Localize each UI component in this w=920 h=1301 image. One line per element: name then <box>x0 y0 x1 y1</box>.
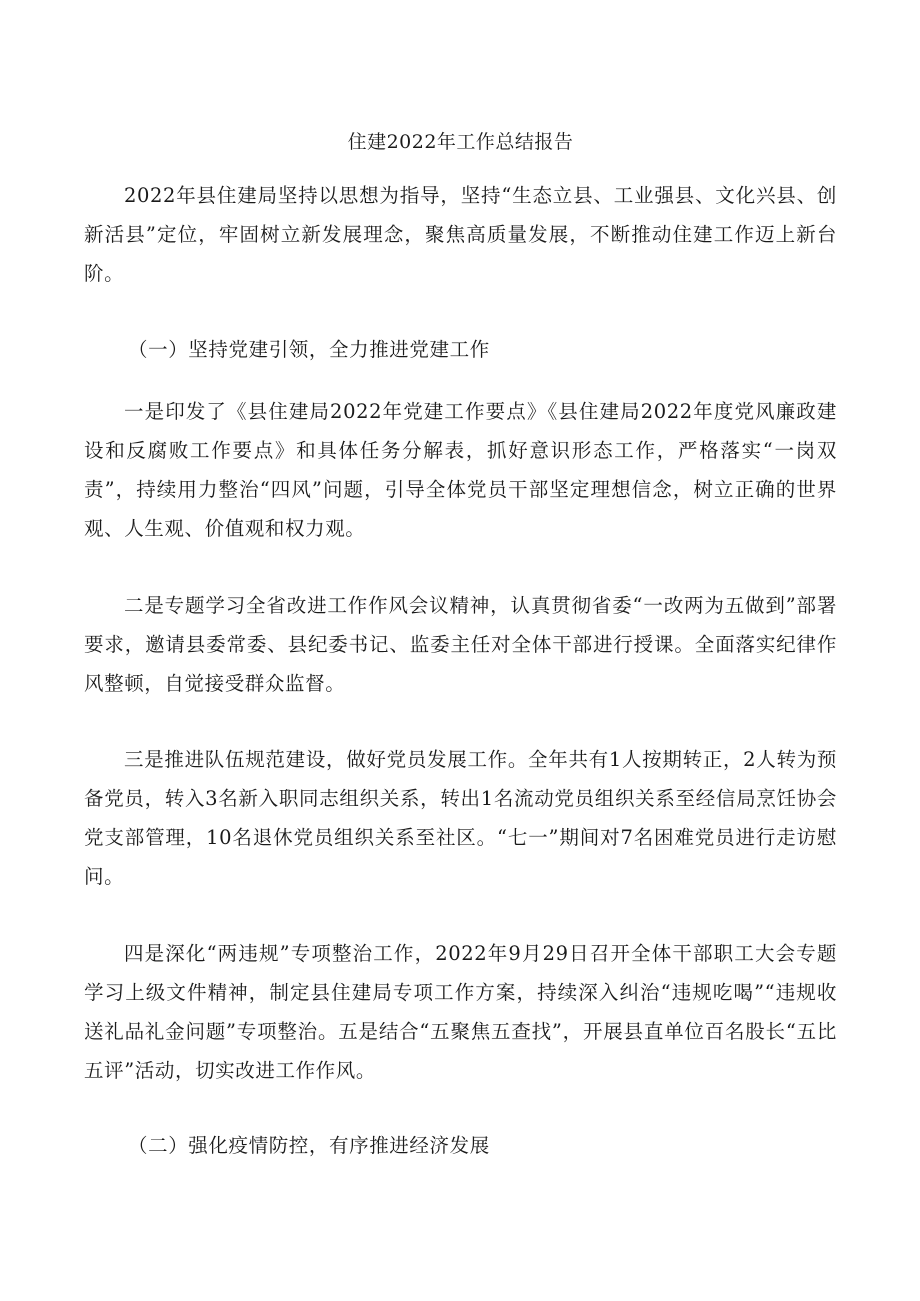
paragraph-3: 三是推进队伍规范建设，做好党员发展工作。全年共有1人按期转正，2人转为预备党员，转入3名新入职同志组织关系，转出1名流动党员组织关系至经信局烹饪协会党支部管理，10名退休党员组织关系至社区。“七一”期间对7名困难党员进行走访慰问。 <box>84 748 837 888</box>
section-heading-1: （一）坚持党建引领，全力推进党建工作 <box>128 338 490 361</box>
document-title: 住建2022年工作总结报告 <box>347 131 574 153</box>
paragraph-1: 一是印发了《县住建局2022年党建工作要点》《县住建局2022年度党风廉政建设和反腐败工作要点》和具体任务分解表，抓好意识形态工作，严格落实“一岗双责”，持续用力整治“四风”问题，引导全体党员干部坚定理想信念，树立正确的世界观、人生观、价值观和权力观。 <box>84 400 837 540</box>
paragraph-2: 二是专题学习全省改进工作作风会议精神，认真贯彻省委“一改两为五做到”部署要求，邀请县委常委、县纪委书记、监委主任对全体干部进行授课。全面落实纪律作风整顿，自觉接受群众监督。 <box>84 594 837 695</box>
section-heading-2: （二）强化疫情防控，有序推进经济发展 <box>128 1134 490 1157</box>
paragraph-4: 四是深化“两违规”专项整治工作，2022年9月29日召开全体干部职工大会专题学习上级文件精神，制定县住建局专项工作方案，持续深入纠治“违规吃喝”“违规收送礼品礼金问题”专项整治。五是结合“五聚焦五查找”，开展县直单位百名股长“五比五评”活动，切实改进工作作风。 <box>84 942 837 1082</box>
intro-paragraph: 2022年县住建局坚持以思想为指导，坚持“生态立县、工业强县、文化兴县、创新活县”定位，牢固树立新发展理念，聚焦高质量发展，不断推动住建工作迈上新台阶。 <box>84 184 837 285</box>
